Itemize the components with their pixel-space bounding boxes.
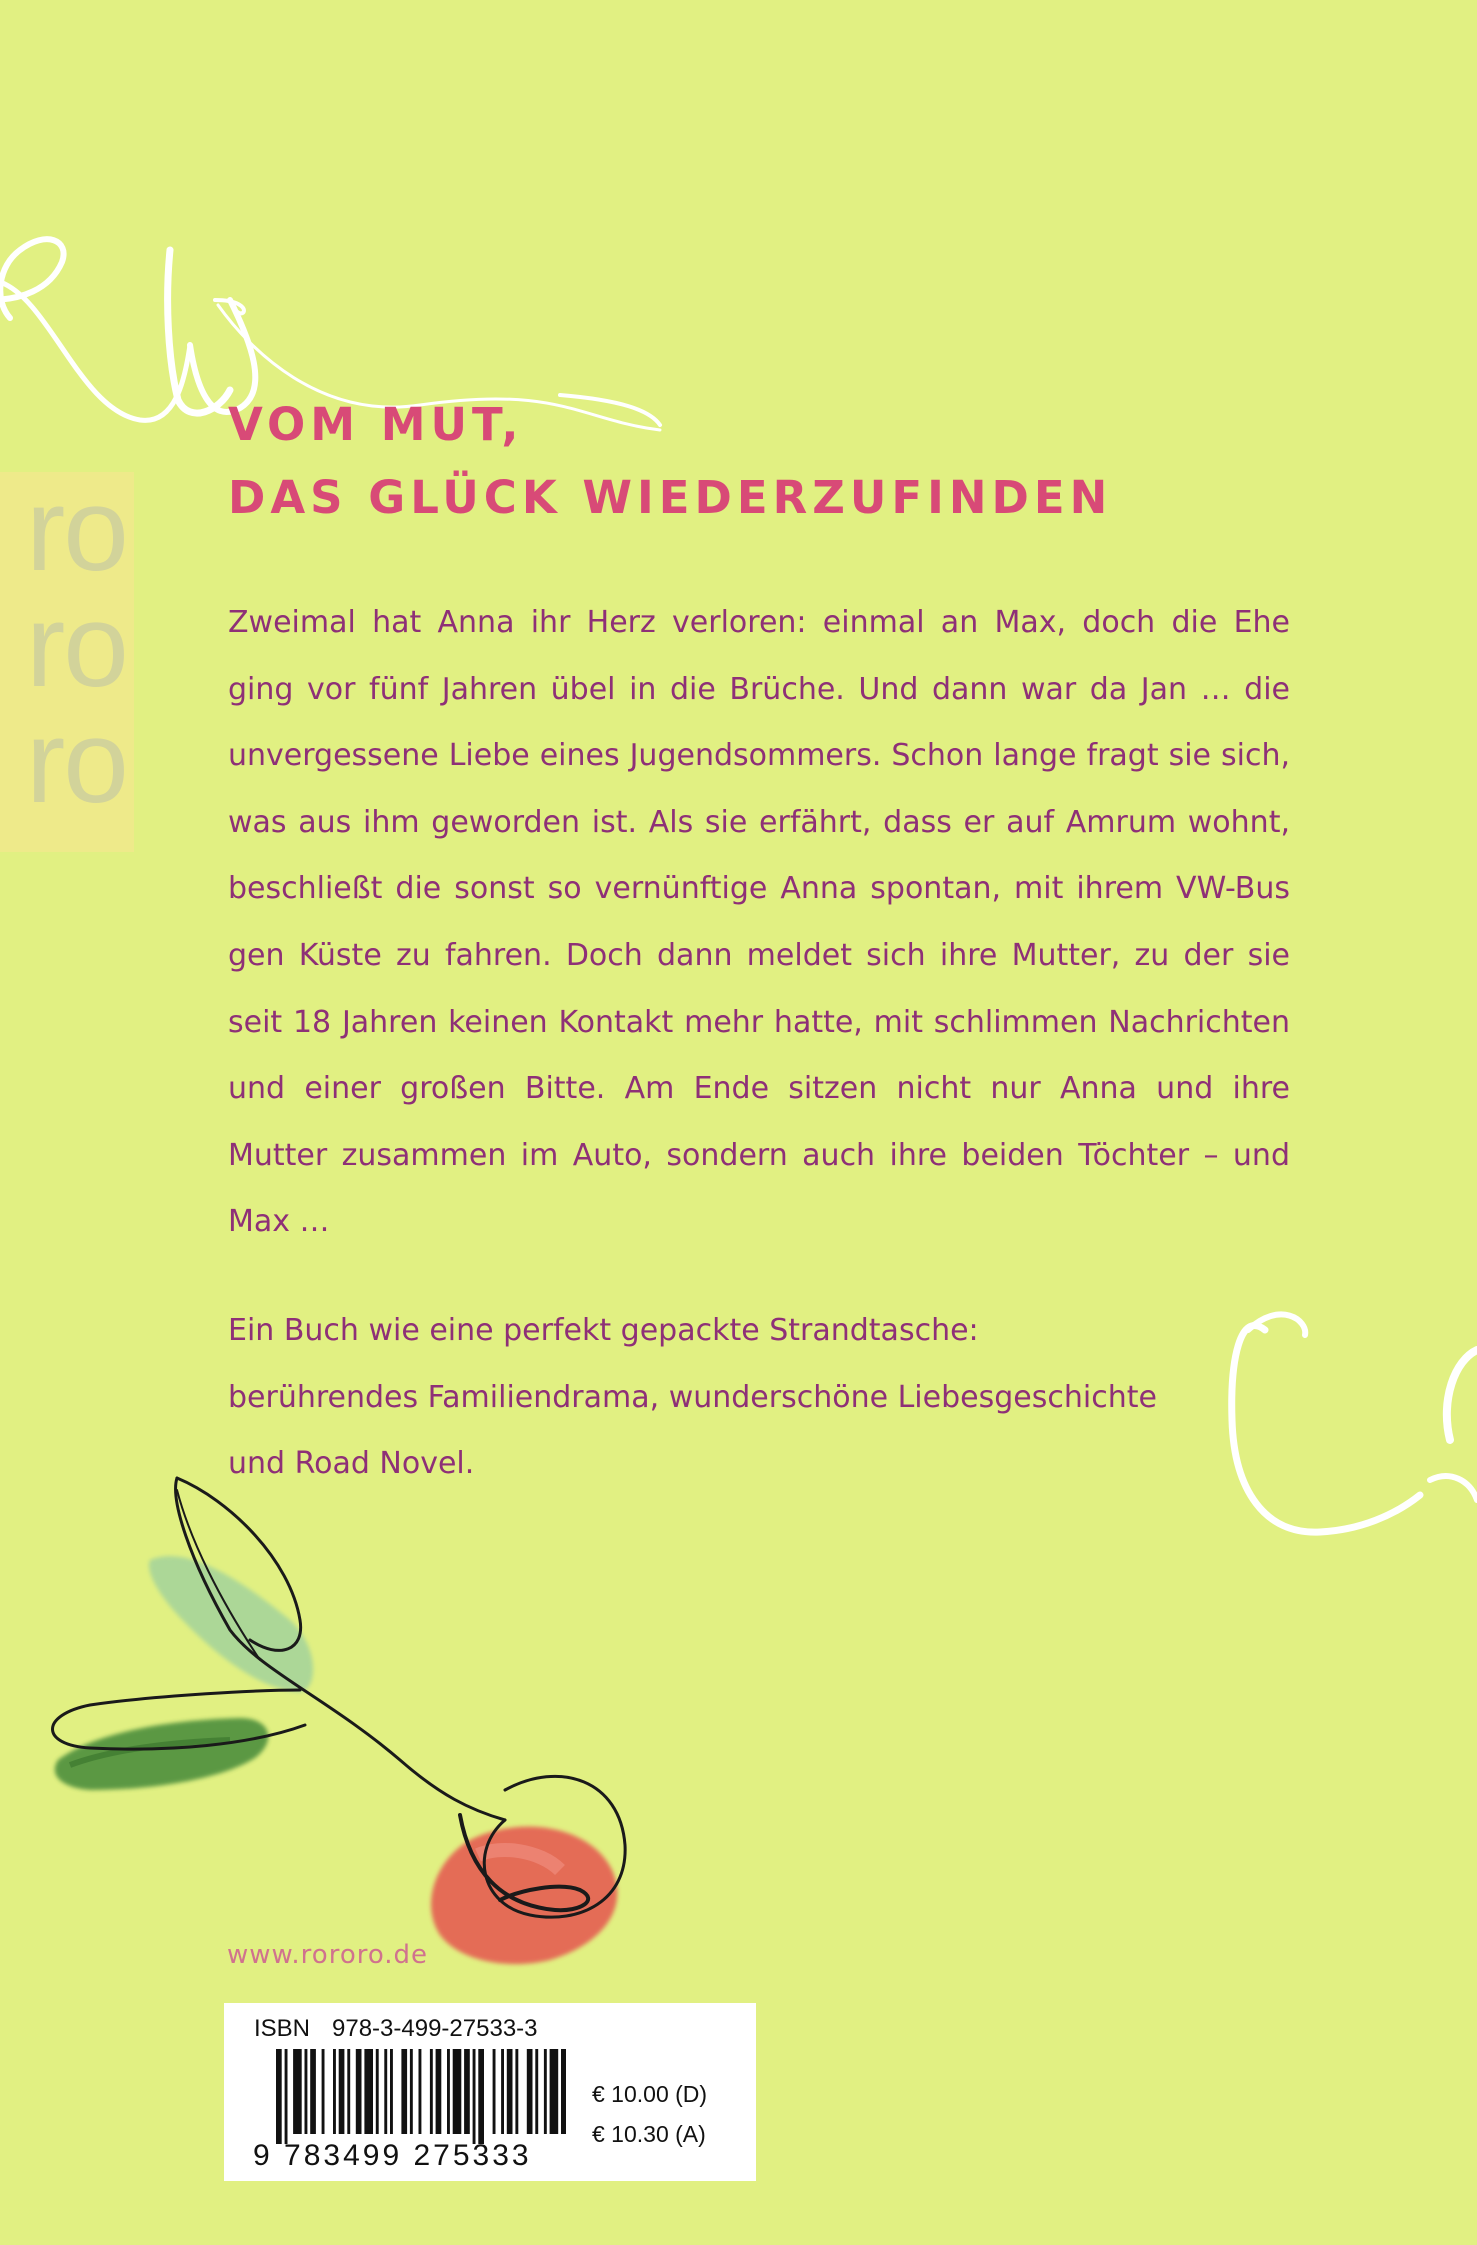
isbn-number: 978-3-499-27533-3 [332, 2015, 538, 2042]
logo-line: ro [26, 696, 127, 828]
barcode-bar [276, 2049, 282, 2144]
barcode-bar [507, 2049, 513, 2134]
price-austria: € 10.30 (A) [592, 2121, 706, 2147]
barcode-bar [464, 2049, 470, 2134]
headline [228, 388, 1112, 534]
barcode-bar [305, 2049, 308, 2134]
barcode-bar [401, 2049, 407, 2134]
barcode-bar [322, 2049, 325, 2134]
barcode-bar [436, 2049, 442, 2134]
barcode-digits: 9 783499 275333 [253, 2139, 532, 2172]
barcode-bar [339, 2049, 345, 2134]
tagline-paragraph [228, 1298, 1290, 1498]
barcode-bar [310, 2049, 316, 2134]
barcode-icon [276, 2049, 566, 2144]
barcode-bar [285, 2049, 288, 2144]
headline-line-2: DAS GLÜCK WIEDERZUFINDEN [228, 471, 1113, 524]
barcode-bar [493, 2049, 496, 2134]
barcode-box [224, 2003, 756, 2181]
tagline-line-1: Ein Buch wie eine perfekt gepackte Strandtasche: [228, 1313, 979, 1348]
barcode-bar [376, 2049, 379, 2134]
barcode-bar [453, 2049, 462, 2134]
barcode-bar [478, 2049, 484, 2144]
barcode-bar [430, 2049, 433, 2134]
barcode-bar [473, 2049, 476, 2144]
headline-line-1: VOM MUT, [228, 398, 524, 451]
isbn-label: ISBN [254, 2015, 311, 2042]
logo-line: ro [26, 580, 127, 712]
price-germany: € 10.00 (D) [592, 2081, 708, 2107]
barcode-bar [447, 2049, 450, 2134]
barcode-bar [550, 2049, 559, 2134]
barcode-bar [293, 2049, 302, 2134]
tagline-line-2: berührendes Familiendrama, wunderschöne Liebesgeschichte [228, 1379, 1157, 1415]
isbn-line [254, 2015, 538, 2043]
barcode-bar [561, 2049, 566, 2134]
blurb-paragraph: Zweimal hat Anna ihr Herz verloren: einmal an Max, doch die Ehe ging vor fünf Jahren übel in die Brüche. Und dann war da Jan … die unvergessene Liebe eines Jugendsommers. Schon lange fragt sie sich, was aus ihm geworden ist. Als sie erfährt, dass er auf Amrum wohnt, beschließt die sonst so vernünftige Anna spontan, mit ihrem VW-Bus gen Küste zu fahren. Doch dann meldet sich ihre Mutter, zu der sie seit 18 Jahren keinen Kontakt mehr hatte, mit schlimmen Nachrichten und einer großen Bitte. Am Ende sitzen nicht nur Anna und ihre Mutter zusammen im Auto, sondern auch ihre beiden Töchter – und Max … [228, 605, 1290, 1240]
barcode-bar [410, 2049, 413, 2134]
barcode-bar [364, 2049, 373, 2134]
tagline-line-3: und Road Novel. [228, 1446, 475, 1482]
website-link[interactable]: www.rororo.de [227, 1940, 429, 1970]
barcode-bar [544, 2049, 547, 2134]
barcode-bar [527, 2049, 533, 2134]
barcode-bar [347, 2049, 350, 2134]
rororo-logo [0, 472, 134, 852]
barcode-bar [333, 2049, 336, 2134]
logo-line: ro [26, 472, 127, 596]
barcode-bar [419, 2049, 422, 2134]
barcode-bar [384, 2049, 387, 2134]
barcode-bar [535, 2049, 538, 2134]
barcode-bar [356, 2049, 362, 2134]
barcode-bar [515, 2049, 518, 2134]
barcode-bar [501, 2049, 504, 2134]
barcode-bar [390, 2049, 393, 2134]
